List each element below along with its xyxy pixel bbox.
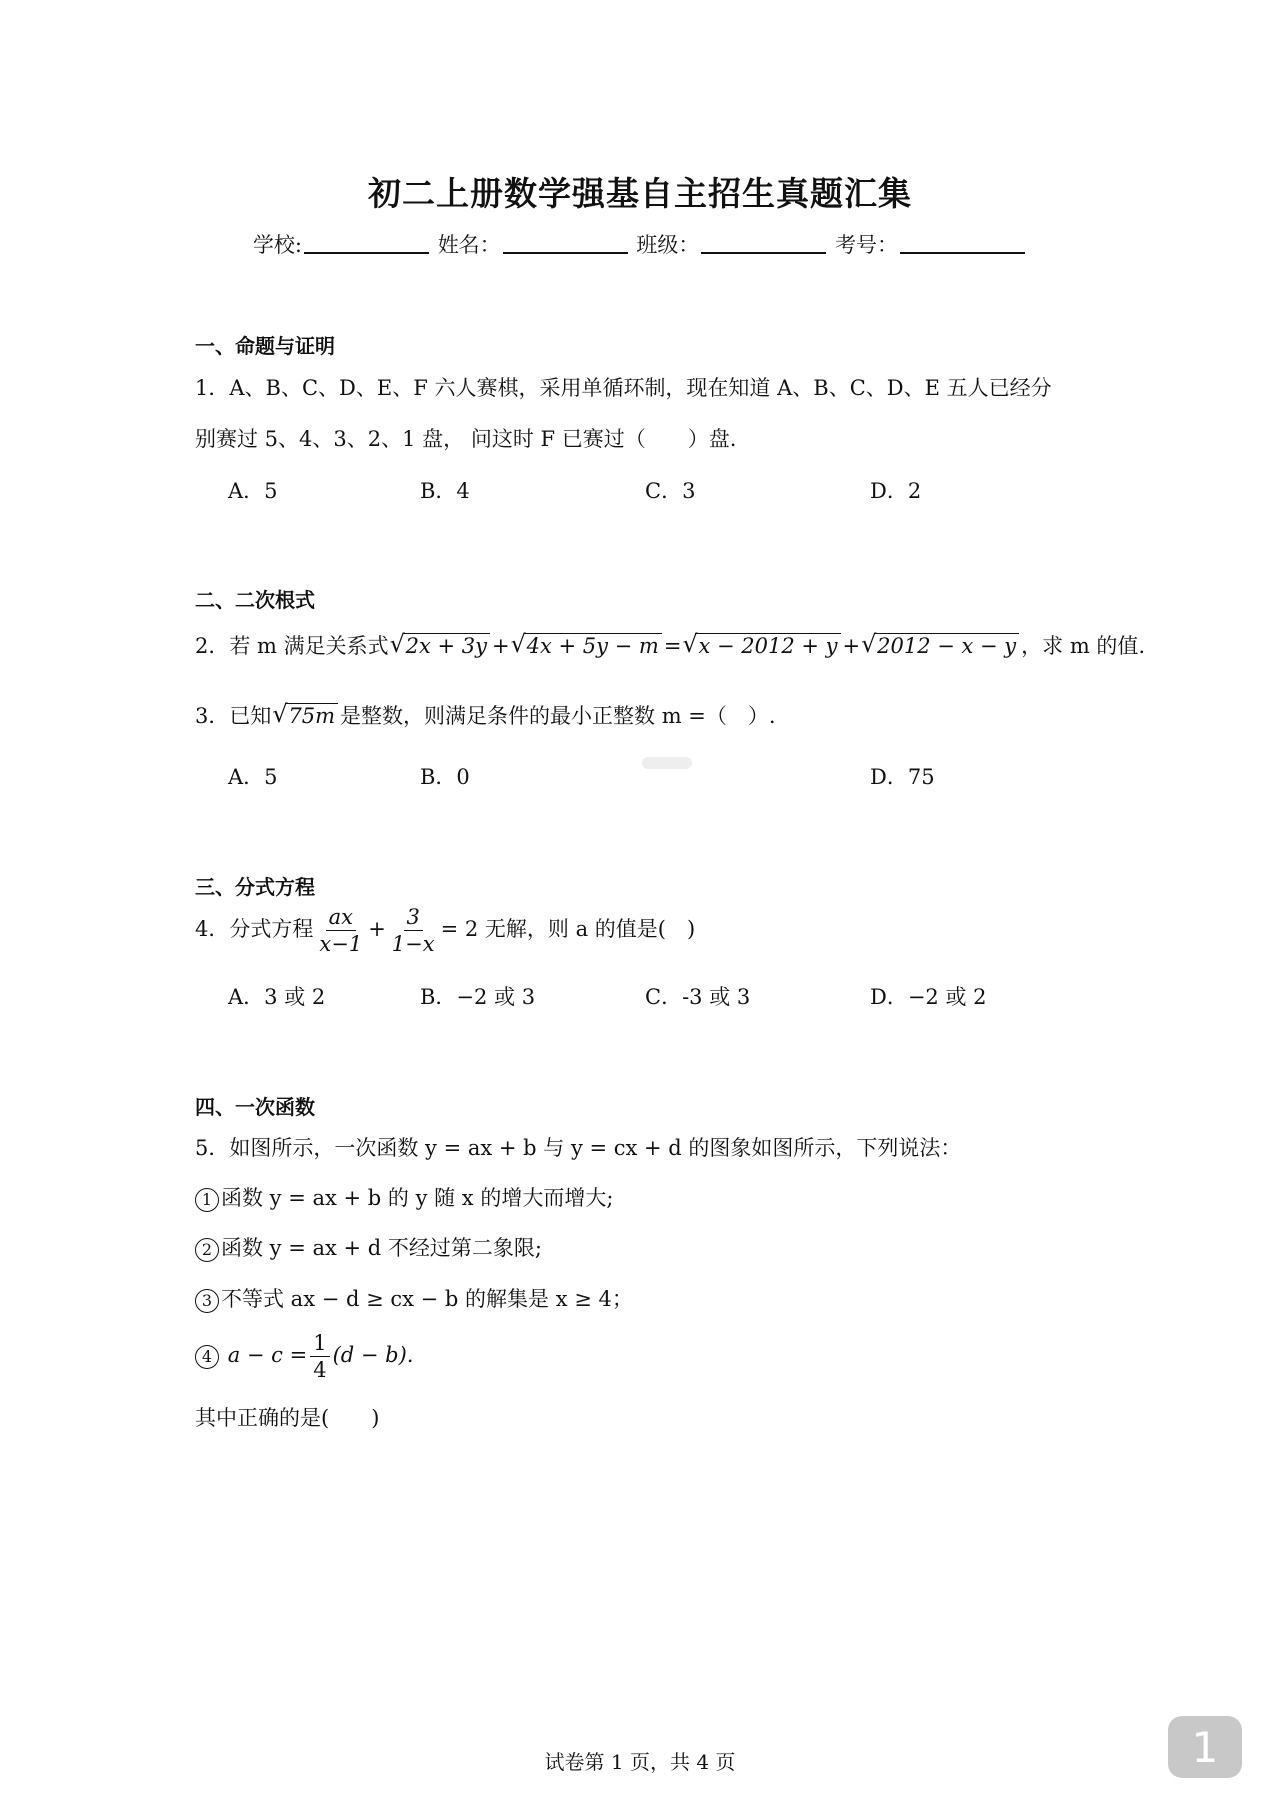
page-title: 初二上册数学强基自主招生真题汇集 (368, 174, 912, 213)
sqrt-4 (862, 633, 1019, 658)
page-number-badge[interactable]: 1 (1168, 1716, 1242, 1778)
exam-number-label: 考号： (835, 233, 899, 257)
section-heading-3: 三、分式方程 (195, 875, 315, 899)
fraction-3-over-1-x (389, 904, 438, 957)
school-blank[interactable] (304, 232, 429, 254)
quarter-numerator: 1 (310, 1330, 329, 1357)
q4-option-d[interactable]: D．−2 或 2 (870, 985, 987, 1009)
q4-option-c[interactable]: C．-3 或 3 (645, 985, 751, 1009)
circled-number-1: 1 (195, 1188, 219, 1212)
frac-1-denominator: x−1 (319, 932, 363, 956)
q2-suffix: ，求 m 的值. (1021, 634, 1146, 658)
q2-prefix: 2．若 m 满足关系式 (195, 634, 389, 658)
school-label: 学校: (252, 233, 302, 257)
q4-suffix: = 2 无解，则 a 的值是( ) (440, 917, 696, 941)
q1-option-a[interactable]: A．5 (228, 479, 278, 503)
section-heading-4: 四、一次函数 (195, 1095, 315, 1119)
sqrt-75m (273, 703, 338, 728)
frac-2-denominator: 1−x (391, 932, 435, 956)
name-blank[interactable] (503, 232, 628, 254)
sqrt-2 (512, 633, 662, 658)
quarter-denominator: 4 (313, 1358, 327, 1382)
q3-suffix: 是整数，则满足条件的最小正整数 m =（ ）. (340, 704, 776, 728)
q3-option-d[interactable]: D．75 (870, 765, 935, 789)
section-heading-2: 二、二次根式 (195, 588, 315, 612)
question-1-line-2: 别赛过 5、4、3、2、1 盘， 问这时 F 已赛过（ ）盘. (195, 427, 737, 451)
frac-1-numerator: ax (326, 904, 356, 931)
fraction-one-quarter (310, 1330, 329, 1383)
q3-option-a[interactable]: A．5 (228, 765, 278, 789)
radicand-4: 2012 − x − y (874, 633, 1019, 658)
q3-option-c-smudge (642, 757, 692, 769)
statement-1-text: 函数 y = ax + b 的 y 随 x 的增大而增大; (221, 1186, 614, 1210)
statement-2 (195, 1232, 542, 1262)
class-label: 班级： (636, 233, 700, 257)
statement-3 (195, 1283, 633, 1313)
statement-4-rhs: (d − b). (332, 1343, 414, 1367)
circled-number-3: 3 (195, 1289, 219, 1313)
section-heading-1: 一、命题与证明 (195, 334, 335, 358)
q3-option-b[interactable]: B．0 (420, 765, 470, 789)
statement-4 (195, 1330, 413, 1383)
sqrt-3 (683, 633, 840, 658)
question-2: 2．若 m 满足关系式√ 2x + 3y +√ 4x + 5y − m =√ x − 2012 + y +√ 2012 − x − y ，求 m 的值. (195, 630, 1145, 660)
q4-prefix: 4．分式方程 (195, 917, 314, 941)
fraction-ax-over-x-1 (316, 904, 365, 957)
circled-number-2: 2 (195, 1238, 219, 1262)
question-3 (195, 700, 776, 730)
exam-number-blank[interactable] (900, 232, 1025, 254)
q1-option-c[interactable]: C．3 (645, 479, 696, 503)
question-1-line-1: 1．A、B、C、D、E、F 六人赛棋，采用单循环制，现在知道 A、B、C、D、E 五人已经分 (195, 376, 1052, 400)
frac-2-numerator: 3 (404, 904, 423, 931)
q3-prefix: 3．已知 (195, 704, 272, 728)
q1-option-d[interactable]: D．2 (870, 479, 922, 503)
radicand-3: x − 2012 + y (695, 633, 840, 658)
statement-3-text: 不等式 ax − d ≥ cx − b 的解集是 x ≥ 4； (221, 1287, 633, 1311)
radicand-75m: 75m (285, 703, 338, 728)
q4-option-b[interactable]: B．−2 或 3 (420, 985, 536, 1009)
statement-1 (195, 1182, 613, 1212)
statement-2-text: 函数 y = ax + d 不经过第二象限; (221, 1236, 542, 1260)
circled-number-4: 4 (195, 1345, 219, 1369)
question-5-ask: 其中正确的是( ) (195, 1406, 380, 1430)
question-5-stem: 5．如图所示，一次函数 y = ax + b 与 y = cx + d 的图象如图所示，下列说法： (195, 1136, 962, 1160)
sqrt-1 (391, 633, 490, 658)
question-4: 4．分式方程 $\frac{ax}{x-1}$ + $\frac{3}{1-x}$ = 2 无解，则 a 的值是( ) (195, 905, 696, 956)
radicand-1: 2x + 3y (403, 633, 490, 658)
class-blank[interactable] (701, 232, 826, 254)
statement-4-lhs: a − c = (227, 1343, 308, 1367)
q4-option-a[interactable]: A．3 或 2 (228, 985, 326, 1009)
student-info-row (0, 229, 1280, 259)
radicand-2: 4x + 5y − m (524, 633, 662, 658)
name-label: 姓名： (437, 233, 501, 257)
page-footer: 试卷第 1 页，共 4 页 (544, 1750, 736, 1774)
q1-option-b[interactable]: B．4 (420, 479, 470, 503)
